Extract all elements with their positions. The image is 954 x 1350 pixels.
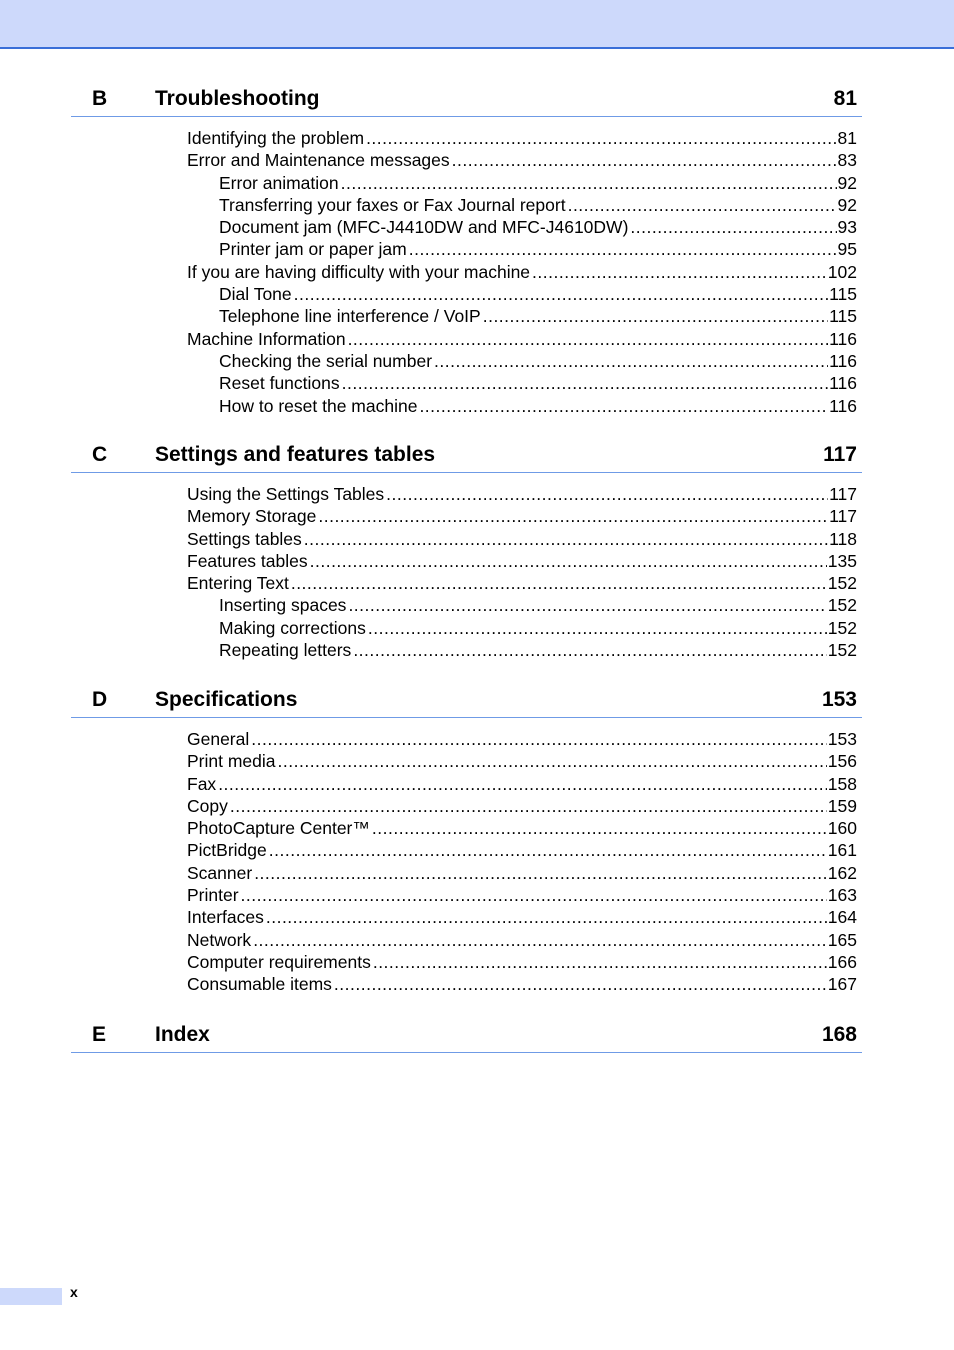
toc-entry-page: 92 [837, 194, 857, 215]
toc-entry-label: Dial Tone [219, 284, 292, 305]
toc-entry[interactable] [187, 951, 857, 973]
dot-leader [294, 283, 828, 305]
toc-entry[interactable] [187, 750, 857, 772]
toc-entry-page: 115 [829, 284, 857, 305]
toc-entry-label: Error animation [219, 172, 339, 193]
toc-entry-page: 116 [829, 328, 857, 349]
toc-entry-label: If you are having difficulty with your machine [187, 261, 531, 282]
toc-entry-page: 152 [827, 595, 857, 616]
toc-entry[interactable] [187, 773, 857, 795]
dot-leader [348, 328, 829, 350]
toc-entry-page: 152 [827, 573, 857, 594]
toc-entry-page: 95 [837, 239, 857, 260]
section-letter: C [92, 443, 108, 466]
toc-entry[interactable] [187, 328, 857, 350]
dot-leader [254, 862, 827, 884]
toc-entry[interactable] [187, 149, 857, 171]
section-title: Specifications [155, 688, 298, 711]
toc-section [71, 442, 862, 661]
section-letter: B [92, 87, 108, 110]
dot-leader [251, 728, 827, 750]
toc-entry-label: Repeating letters [219, 640, 352, 661]
toc-entry[interactable] [187, 528, 857, 550]
dot-leader [372, 817, 827, 839]
toc-entry[interactable] [219, 639, 857, 661]
toc-entry-label: Scanner [187, 862, 253, 883]
toc-entry[interactable] [219, 172, 857, 194]
toc-entry-page: 158 [827, 773, 857, 794]
toc-entry-page: 165 [827, 929, 857, 950]
toc-entry[interactable] [187, 817, 857, 839]
toc-entry-page: 156 [827, 751, 857, 772]
dot-leader [266, 906, 827, 928]
dot-leader [218, 773, 827, 795]
toc-entry-label: Printer jam or paper jam [219, 239, 407, 260]
dot-leader [342, 372, 828, 394]
toc-entry[interactable] [187, 906, 857, 928]
section-page: 81 [833, 87, 857, 110]
dot-leader [341, 172, 837, 194]
dot-leader [334, 973, 827, 995]
toc-entry[interactable] [187, 572, 857, 594]
toc-entry[interactable] [187, 795, 857, 817]
toc-entry[interactable] [219, 594, 857, 616]
toc-entry-label: How to reset the machine [219, 395, 418, 416]
toc-entry-page: 81 [837, 128, 857, 148]
toc-section [71, 86, 862, 417]
toc-entry-label: Making corrections [219, 617, 366, 638]
section-page: 168 [821, 1023, 857, 1046]
toc-entry[interactable] [187, 973, 857, 995]
toc-entry-page: 83 [837, 150, 857, 171]
toc-entry-label: Reset functions [219, 373, 340, 394]
toc-entry-label: Interfaces [187, 907, 264, 928]
toc-section [71, 687, 862, 996]
toc-entry[interactable] [187, 884, 857, 906]
dot-leader [353, 639, 826, 661]
toc-entry-page: 102 [827, 261, 857, 282]
toc-entry-label: Consumable items [187, 974, 332, 995]
toc-entry-label: Print media [187, 751, 276, 772]
toc-entry[interactable] [219, 372, 857, 394]
footer-page-number: x [70, 1284, 78, 1300]
toc-entry-label: Telephone line interference / VoIP [219, 306, 481, 327]
section-heading[interactable] [71, 86, 862, 117]
section-heading[interactable] [71, 442, 862, 473]
toc-entry[interactable] [187, 261, 857, 283]
toc-entry-page: 159 [827, 795, 857, 816]
toc-entry-label: Inserting spaces [219, 595, 347, 616]
section-title: Settings and features tables [155, 443, 436, 466]
toc-entry-page: 117 [829, 506, 857, 527]
header-band [0, 0, 954, 49]
toc-entry-page: 162 [827, 862, 857, 883]
toc-entry[interactable] [187, 929, 857, 951]
toc-entry-page: 153 [827, 729, 857, 749]
toc-entry-label: Fax [187, 773, 217, 794]
section-letter: E [92, 1023, 107, 1046]
toc-entry[interactable] [187, 505, 857, 527]
toc-entry-label: Copy [187, 795, 228, 816]
dot-leader [253, 929, 827, 951]
dot-leader [409, 238, 837, 260]
section-heading[interactable] [71, 687, 862, 718]
toc-entry-page: 116 [829, 373, 857, 394]
dot-leader [241, 884, 827, 906]
toc-entry-page: 116 [829, 350, 857, 371]
toc-section [71, 1022, 862, 1063]
toc-entry[interactable] [219, 305, 857, 327]
toc-entry-label: Computer requirements [187, 951, 371, 972]
dot-leader [373, 951, 827, 973]
dot-leader [291, 572, 827, 594]
section-page: 117 [823, 443, 857, 466]
toc-entry-label: Memory Storage [187, 506, 317, 527]
toc-entry-page: 117 [829, 484, 857, 504]
toc-entry-label: Machine Information [187, 328, 346, 349]
toc-entry-label: PictBridge [187, 840, 267, 861]
entry-list [71, 127, 862, 417]
dot-leader [532, 261, 827, 283]
dot-leader [434, 350, 828, 372]
section-title: Index [155, 1023, 210, 1046]
toc-entry[interactable] [187, 839, 857, 861]
entry-list [71, 483, 862, 661]
toc-entry-page: 167 [827, 974, 857, 995]
toc-entry-label: Printer [187, 885, 239, 906]
toc-entry-page: 161 [827, 840, 857, 861]
toc-entry-page: 164 [827, 907, 857, 928]
dot-leader [310, 550, 827, 572]
toc-entry-label: Features tables [187, 550, 308, 571]
toc-entry[interactable] [187, 862, 857, 884]
toc-entry[interactable] [219, 617, 857, 639]
toc-entry-page: 92 [837, 172, 857, 193]
dot-leader [483, 305, 828, 327]
toc-entry-page: 160 [827, 818, 857, 839]
dot-leader [630, 216, 836, 238]
toc-entry-label: Transferring your faxes or Fax Journal report [219, 194, 566, 215]
toc-entry-label: Document jam (MFC-J4410DW and MFC-J4610DW) [219, 217, 629, 238]
section-page: 153 [821, 688, 857, 711]
toc-entry-label: PhotoCapture Center™ [187, 818, 370, 839]
dot-leader [366, 127, 836, 149]
toc-entry-label: General [187, 729, 250, 749]
dot-leader [419, 395, 828, 417]
toc-entry-label: Entering Text [187, 573, 289, 594]
toc-entry[interactable] [187, 483, 857, 505]
dot-leader [348, 594, 826, 616]
toc-entry-page: 152 [827, 617, 857, 638]
toc-entry-page: 152 [827, 640, 857, 661]
dot-leader [304, 528, 828, 550]
dot-leader [368, 617, 827, 639]
toc-entry[interactable] [219, 216, 857, 238]
toc-entry-label: Checking the serial number [219, 350, 433, 371]
toc-entry-label: Error and Maintenance messages [187, 150, 450, 171]
toc-entry-label: Using the Settings Tables [187, 484, 385, 504]
dot-leader [269, 839, 827, 861]
entry-list [71, 728, 862, 996]
toc-entry-page: 163 [827, 885, 857, 906]
toc-entry-label: Network [187, 929, 252, 950]
toc-entry[interactable] [187, 127, 857, 149]
dot-leader [278, 750, 827, 772]
toc-entry-page: 135 [827, 550, 857, 571]
section-letter: D [92, 688, 108, 711]
toc-entry-page: 166 [827, 951, 857, 972]
toc-entry[interactable] [219, 238, 857, 260]
toc-entry[interactable] [219, 395, 857, 417]
dot-leader [318, 505, 828, 527]
toc-entry-page: 93 [837, 217, 857, 238]
dot-leader [230, 795, 827, 817]
dot-leader [386, 483, 828, 505]
toc-entry[interactable] [219, 283, 857, 305]
footer-band [0, 1288, 62, 1305]
dot-leader [452, 149, 837, 171]
section-heading[interactable] [71, 1022, 862, 1053]
toc-entry-page: 118 [829, 528, 857, 549]
toc-entry-page: 116 [829, 395, 857, 416]
toc-entry-page: 115 [829, 306, 857, 327]
toc-entry-label: Identifying the problem [187, 128, 365, 148]
toc-entry-label: Settings tables [187, 528, 302, 549]
section-title: Troubleshooting [155, 87, 320, 110]
toc-entry[interactable] [219, 350, 857, 372]
toc-entry[interactable] [187, 728, 857, 750]
dot-leader [568, 194, 837, 216]
toc-entry[interactable] [219, 194, 857, 216]
toc-entry[interactable] [187, 550, 857, 572]
